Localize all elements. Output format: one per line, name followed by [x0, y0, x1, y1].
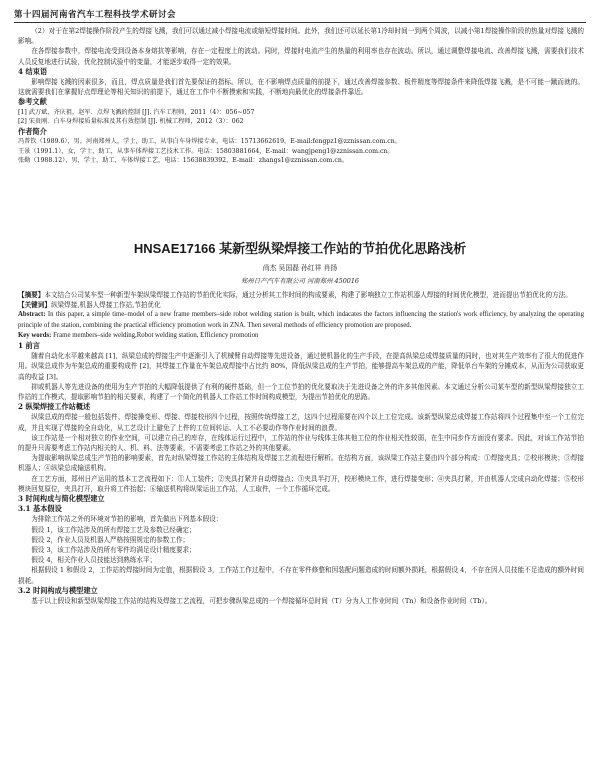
author-intro: 王景（1991.1），女，学士，助工，从事车体焊接工艺技术工作。电话：15803881664，E-mail：wangjpeng1@zznissan.com.cn。 — [18, 147, 394, 155]
author-intro: 张勤（1988.12），男，学士，助工，车体焊接工艺，电话：15638839392，E-mail：zhangs1@zznissan.com.cn。 — [18, 157, 349, 165]
prev-para-2: 在各焊接参数中，焊接电流受到设备本身熔抗等影响，存在一定程度上的波动。同时，焊接时电流产生的热量的利用率也存在波动。所以，通过调整焊接电流、改善焊接飞溅，需要我们技术人员反复地进行试验，优化控制试验中的变量，才能逐步取得一定的效果。 — [18, 47, 584, 66]
abstract-cn: 本文结合公司某车型一种新型车架纵梁焊接工作站的节拍优化实际，通过分析其工作时间的构成要素，构建了影响独立工作站机器人焊接的时间优化模型，进而提出节拍优化的方法。 — [44, 291, 572, 299]
section-3-1-heading: 3.1 基本假设 — [18, 504, 62, 514]
keywords-en-label: Key words: — [18, 331, 52, 339]
paper-affiliation: 郑州日产汽车有限公司 河南郑州 450016 — [241, 277, 359, 285]
author-intro: 冯普钦（1989.6），男，河南郑州人，学士，助工，从事白车身焊接专业，电话：15713662619，E-mail:fengpz1@zznissan.com.cn。 — [18, 138, 401, 146]
conclusion-text: 影响焊接飞溅的因素很多，而且，焊点质量是我们首先要保证的指标。所以，在不影响焊点质量的前提下，通过改善焊接参数、板件精度等焊接条件来降低焊接飞溅，是不可能一蹴而就的。这就需要我们在掌握好点焊理论等相关知识的前提下，通过在工作中不断摸索和实践，不断地向最优化的焊接条件靠近。 — [18, 78, 584, 97]
keywords-cn: 纵梁焊接,机器人焊接工作站,节拍优化 — [50, 301, 161, 310]
abstract-en-label: Abstract: — [18, 311, 46, 319]
abstract-en: In this paper, a simple time–model of a new frame members–side robot welding station is built, which indacates the factors influencing the station's work efficiency, by analyzing the operating principle of the station, combining the practical efficiency promotion work in ZNA. Then several methods of efficiency promotion are proposed. — [18, 311, 584, 329]
assumption-item: 假设 2，作业人员及机器人严格按照规定的参数工作； — [31, 535, 190, 544]
section-2-heading: 2 纵梁焊接工作站概述 — [18, 402, 91, 412]
section-2-para: 为提取影响纵梁总成生产节拍的影响要素，首先对纵梁焊接工作站的主体结构及焊接工艺流程进行解析。在结构方面，该纵梁工作站主要由四个部分构成：①焊接夹具；②校形模块；③焊接机器人；④纵梁总成输送机构。 — [18, 454, 584, 473]
section-2-para: 在工艺方面，郑州日产运用的基本工艺流程如下：①人工装件；②夹具打紧并自动焊接点；③夹具半打开，校形模块工作，进行焊接变形；④夹具打紧，并由机器人完成自动化焊接；⑤校形模块回复原位，夹具打开，取升将工件抬起；⑥输送机构将纵梁运出工作站，人工取件，一个工作循环完成。 — [18, 474, 584, 493]
section-1-para: 抑或机器人等先进设备的使用为生产节拍的大幅降低提供了有利的硬件基础，但一个工位节拍的优化要取决于先进设备之外的许多其他因素。本文通过分析公司某车型的新型纵梁焊接独立工作站的工作模式，提取影响节拍的相关要素，构建了一个简化的机器人工作站工作时间构成模型，为提出节拍优化的思路。 — [18, 382, 584, 402]
section-3-2-para: 基于以上假设和新型纵梁焊接工作站的结构及焊接工艺流程，可把步骤纵梁总成的一个焊接循环总时间（T）分为人工作业时间（Tn）和设备作业时间（Tb）。 — [31, 597, 492, 606]
section-3-heading: 3 时间构成与简化模型建立 — [18, 494, 105, 504]
section-3-2-heading: 3.2 时间构成与模型建立 — [18, 585, 98, 595]
keywords-label: 【关键词】 — [18, 301, 51, 310]
references-heading: 参考文献 — [18, 97, 47, 107]
section-3-1-intro: 为排除工作站之外的环境对节拍的影响，首先做出下列基本假设： — [31, 515, 223, 524]
reference-item: [1] 武万斌，齐庆祖，赵军．点焊飞溅的控制 [J]. 汽车工程师，2011（4）：056~057 — [18, 108, 255, 116]
reference-item: [2] 宋贵刚．白车身焊接质量标准及其有效控制 [J]. 机械工程师，2012（3）：062 — [18, 118, 244, 126]
prev-paper-section — [18, 26, 584, 166]
assumption-item: 假设 3，该工作站涉及的所有零件均满足设计精度要求； — [31, 546, 196, 555]
section-1-heading: 1 前言 — [18, 341, 40, 351]
assumption-item: 假设 1，该工作站涉及的所有焊接工艺及参数已经确定； — [31, 525, 196, 534]
paper-authors: 尚杰 吴国磊 孙红祥 肖扬 — [262, 264, 338, 272]
paper-title: HNSAE17166 某新型纵梁焊接工作站的节拍优化思路浅析 — [133, 241, 467, 256]
journal-header: 第十四届河南省汽车工程科技学术研讨会 — [14, 8, 586, 23]
section-2-para: 该工作站是一个相对独立的作业空间，可以建立自己的库存，在线体运行过程中，工作站的作业与线体主体其他工位的作业相关性较弱，在生中同步作方面没有要求。因此，对该工作站节拍的提升只需要考虑工作站内相关的人、机、料、法等要素，不需要考虑工作站之外的其他要素。 — [18, 433, 584, 453]
section-3-1-para: 根据假设 1 和假设 2，工作站的焊接时间为定值，根据假设 3，工作站工作过程中，不存在零件修整和因装配问题造成的时间额外损耗，根据假设 4，不存在因人员技能不足造成的额外时间损耗。 — [18, 566, 584, 585]
author-intro-heading: 作者简介 — [18, 126, 47, 136]
prev-para-1: （2）对于在第2焊接操作阶段产生的焊接飞溅，我们可以通过减小焊接电流或缩短焊接时间。此外，我们还可以延长第1冷却时间一到两个周波，以减小第1焊接操作阶段的热量对焊接飞溅的影响。 — [18, 27, 584, 46]
keywords-en: Frame members–side welding,Robot welding station, Efficiency promotion — [53, 331, 259, 339]
paper-body — [18, 290, 584, 606]
section-2-para: 纵梁总成的焊接一般包括装件、焊接操变形、焊接、焊接校形四个过程，按照传统焊接工艺，这四个过程需要在四个以上工位完成。该新型纵梁总成焊接工作站将四个过程集中至一个工位完成，并且实现了焊接的全自动化，从工艺设计上避免了上件的工位间转运、人工不必要动作等作业时间的浪费。 — [18, 413, 584, 432]
conclusion-heading: 4 结束语 — [18, 66, 48, 76]
abstract-label: 【摘要】 — [18, 291, 45, 299]
section-1-para: 随着自动化水平越来越高 [1]，纵梁总成的焊接生产中逐渐引入了机械臂自动焊接等先进设备，通过使机器化的生产手段，在提高纵梁总成焊接质量的同时，也对其生产效率有了很大的促进作用。纵梁总成作为车架总成的重要构成件 [2]，其焊接工作量在车架总成焊接中占比约 80%，降低纵梁总成的生产节拍，能够提高车架总成的产能，降低单台车架的分摊成本，从而为公司获取更高的收益 [3]。 — [18, 352, 584, 381]
assumption-item: 假设 4，相关作业人员技能达到熟练水平； — [31, 556, 157, 565]
